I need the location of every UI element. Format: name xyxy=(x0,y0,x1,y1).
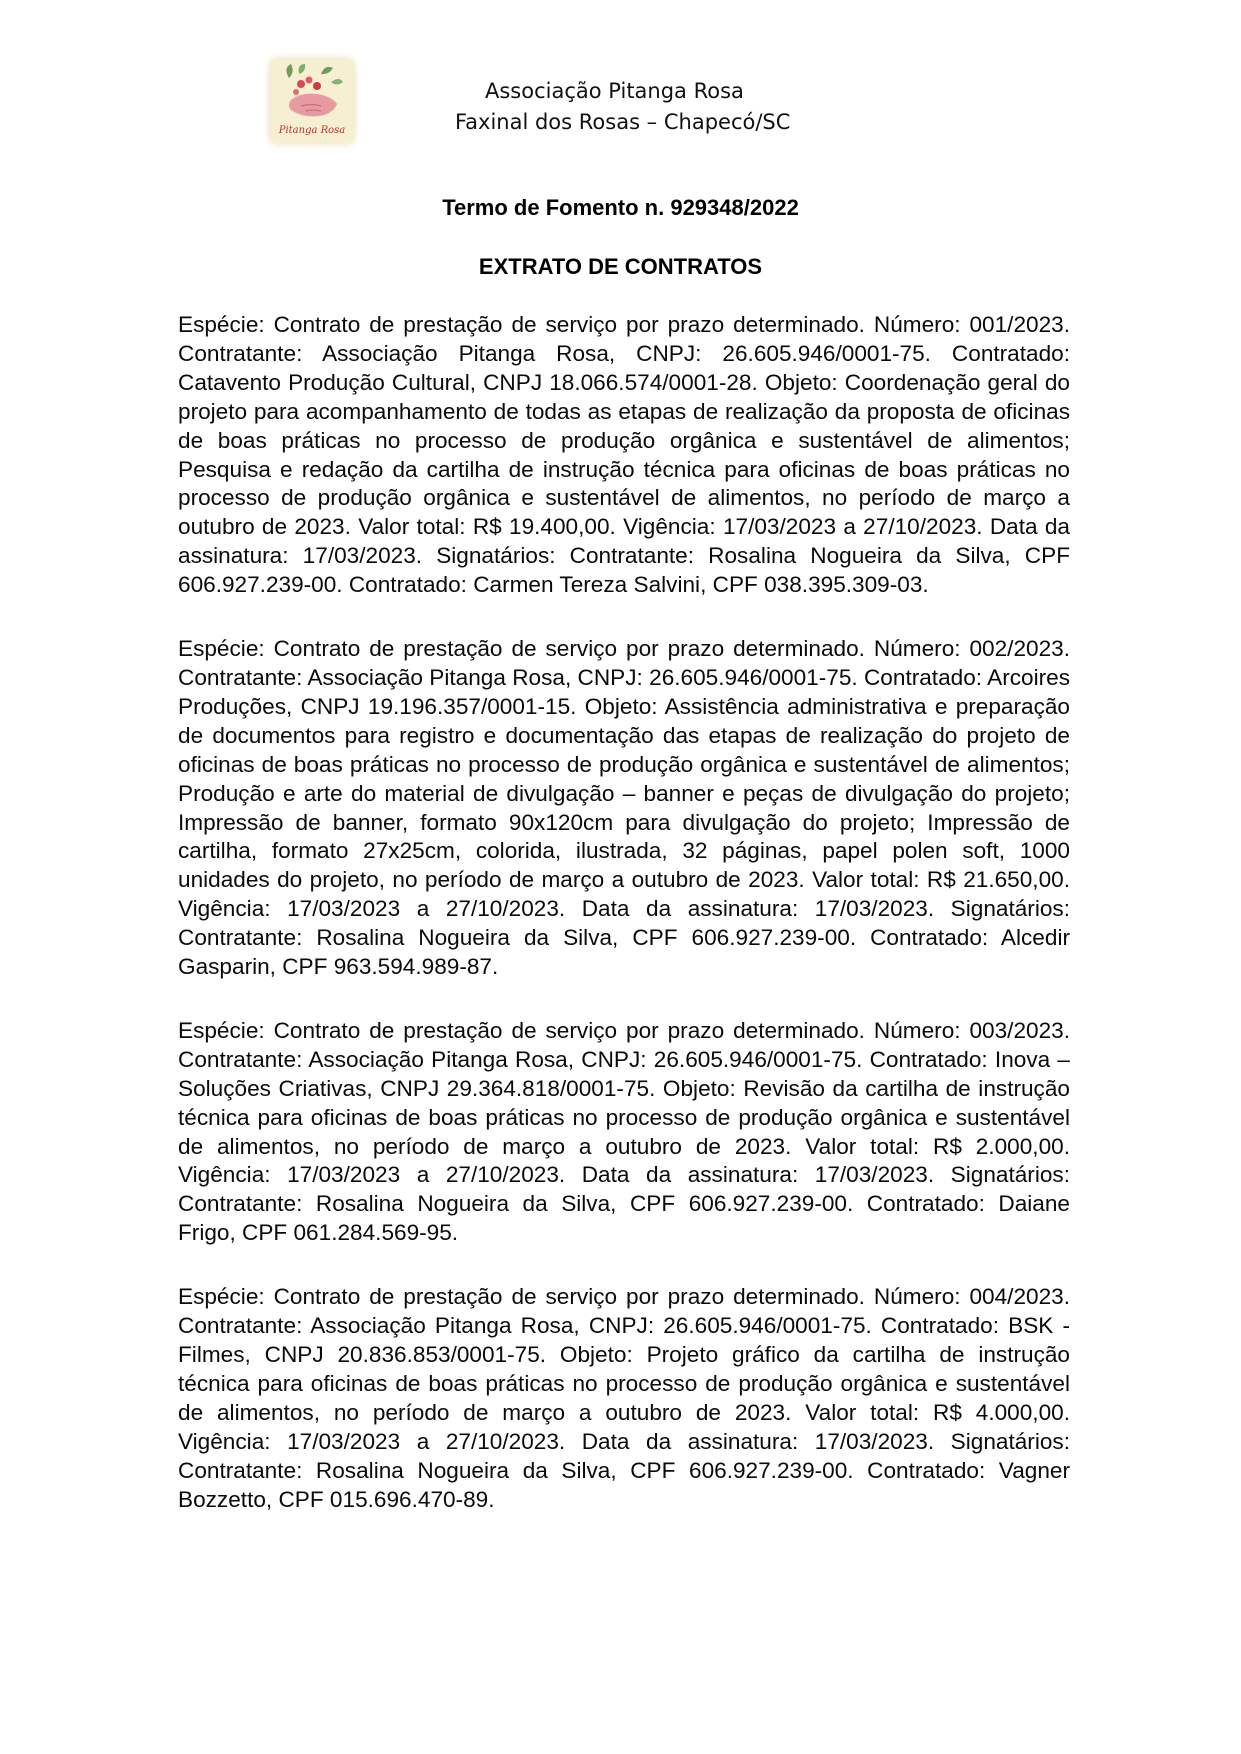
organization-header xyxy=(420,76,840,138)
contract-paragraph: Espécie: Contrato de prestação de serviço por prazo determinado. Número: 002/2023. Contratante: Associação Pitanga Rosa, CNPJ: 26.605.946/0001-75. Contratado: Arcoires Produções, CNPJ 19.196.357/0001-15. Objeto: Assistência administrativa e preparação de documentos para registro e documentação das etapas de realização do projeto de oficinas de boas práticas no processo de produção orgânica e sustentável de alimentos; Produção e arte do material de divulgação – banner e peças de divulgação do projeto; Impressão de banner, formato 90x120cm para divulgação do projeto; Impressão de cartilha, formato 27x25cm, colorida, ilustrada, 32 páginas, papel polen soft, 1000 unidades do projeto, no período de março a outubro de 2023. Valor total: R$ 21.650,00. Vigência: 17/03/2023 a 27/10/2023. Data da assinatura: 17/03/2023. Signatários: Contratante: Rosalina Nogueira da Silva, CPF 606.927.239-00. Contratado: Alcedir Gasparin, CPF 963.594.989-87. xyxy=(178,636,1070,980)
contract-paragraph: Espécie: Contrato de prestação de serviço por prazo determinado. Número: 004/2023. Contratante: Associação Pitanga Rosa, CNPJ: 26.605.946/0001-75. Contratado: BSK - Filmes, CNPJ 20.836.853/0001-75. Objeto: Projeto gráfico da cartilha de instrução técnica para oficinas de boas práticas no processo de produção orgânica e sustentável de alimentos, no período de março a outubro de 2023. Valor total: R$ 4.000,00. Vigência: 17/03/2023 a 27/10/2023. Data da assinatura: 17/03/2023. Signatários: Contratante: Rosalina Nogueira da Silva, CPF 606.927.239-00. Contratado: Vagner Bozzetto, CPF 015.696.470-89. xyxy=(178,1284,1070,1512)
pitanga-illustration-icon xyxy=(271,60,353,126)
contract-paragraph: Espécie: Contrato de prestação de serviço por prazo determinado. Número: 003/2023. Contratante: Associação Pitanga Rosa, CNPJ: 26.605.946/0001-75. Contratado: Inova – Soluções Criativas, CNPJ 29.364.818/0001-75. Objeto: Revisão da cartilha de instrução técnica para oficinas de boas práticas no processo de produção orgânica e sustentável de alimentos, no período de março a outubro de 2023. Valor total: R$ 2.000,00. Vigência: 17/03/2023 a 27/10/2023. Data da assinatura: 17/03/2023. Signatários: Contratante: Rosalina Nogueira da Silva, CPF 606.927.239-00. Contratado: Daiane Frigo, CPF 061.284.569-95. xyxy=(178,1017,1070,1246)
document-title: Termo de Fomento n. 929348/2022 xyxy=(442,195,799,220)
document-subtitle: EXTRATO DE CONTRATOS xyxy=(478,254,763,279)
contracts-list xyxy=(178,311,1070,1549)
organization-location: Faxinal dos Rosas – Chapecó/SC xyxy=(455,110,791,134)
pitanga-rosa-logo xyxy=(271,60,353,142)
contract-paragraph: Espécie: Contrato de prestação de serviço por prazo determinado. Número: 001/2023. Contratante: Associação Pitanga Rosa, CNPJ: 26.605.946/0001-75. Contratado: Catavento Produção Cultural, CNPJ 18.066.574/0001-28. Objeto: Coordenação geral do projeto para acompanhamento de todas as etapas de realização da proposta de oficinas de boas práticas no processo de produção orgânica e sustentável de alimentos; Pesquisa e redação da cartilha de instrução técnica para oficinas de boas práticas no processo de produção orgânica e sustentável de alimentos, no período de março a outubro de 2023. Valor total: R$ 19.400,00. Vigência: 17/03/2023 a 27/10/2023. Data da assinatura: 17/03/2023. Signatários: Contratante: Rosalina Nogueira da Silva, CPF 606.927.239-00. Contratado: Carmen Tereza Salvini, CPF 038.395.309-03. xyxy=(178,312,1070,598)
organization-name: Associação Pitanga Rosa xyxy=(485,79,744,103)
logo-text: Pitanga Rosa xyxy=(278,125,346,136)
